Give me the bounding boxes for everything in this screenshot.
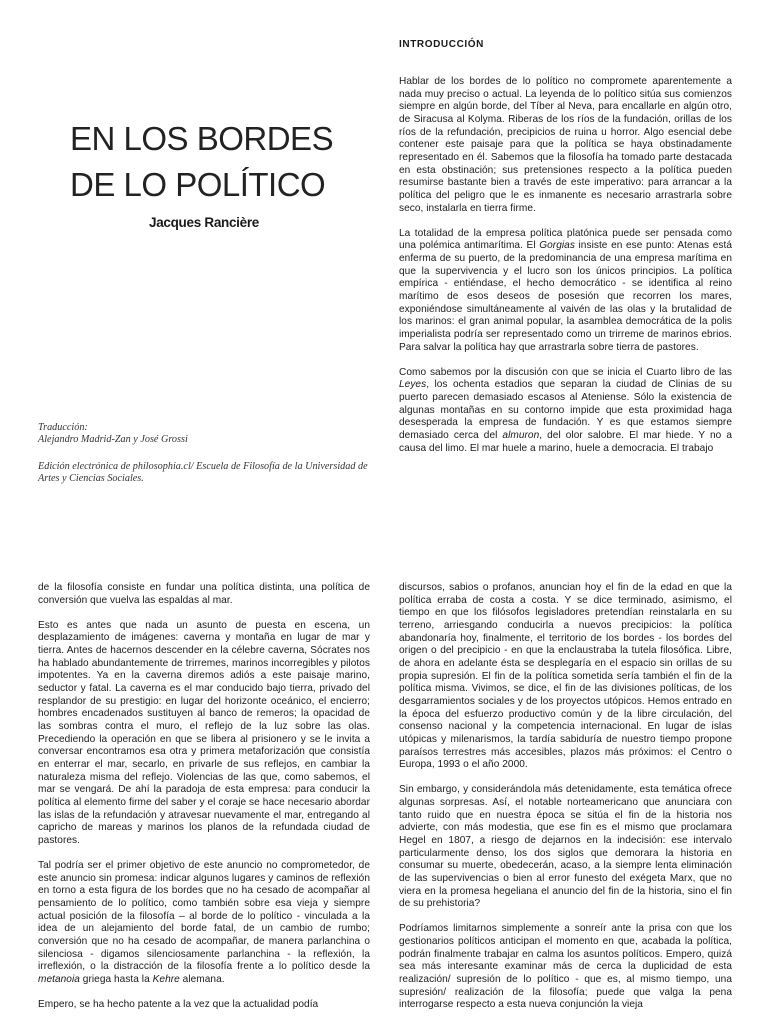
section-heading: INTRODUCCIÓN <box>399 39 484 50</box>
paragraph: Hablar de los bordes de lo político no compromete aparentemente a nada muy preciso o actual. La leyenda de lo político sitúa sus comienzos siempre en algún borde, del Tíber al Neva, para encallarle en algún otro, de Siracusa al Kolyma. Riberas de los ríos de la fundación, orillas de los ríos de la refundación, precipicios de ruina u horror. Algo esencial debe contener este paisaje para que la política se haya obstinadamente representado en él. Sabemos que la filosofía ha tomado parte destacada en esta obstinación; sus pretensiones respecto a la política pueden resumirse bastante bien a través de este imperativo: para arrancar a la política del peligro que le es inmanente es necesario arrastrarla sobre seco, instalarla en tierra firme. <box>399 76 732 214</box>
title-line-1: EN LOS BORDES <box>70 120 334 157</box>
left-column <box>38 582 370 1012</box>
paragraph: Esto es antes que nada un asunto de puesta en escena, un desplazamiento de imágenes: caverna y montaña en lugar de mar y tierra. Antes de hacernos descender en la célebre caverna, Sócrates nos ha hablado abundantemente de trirremes, marinos incorregibles y pilotos impotentes. Ya en la caverna diremos adiós a este paisaje marino, seductor y fatal. La caverna es el mar conducido bajo tierra, privado del resplandor de su prestigio: en lugar del horizonte oceánico, el encierro; hombres encadenados sustituyen al banco de remeros; la opacidad de las sombras contra el muro, el reflejo de la luz sobre las olas. Precediendo la operación en que se libera al prisionero y se le invita a conversar encontramos esa otra y primera metaforización que consistía en enterrar el mar, secarlo, en privarle de sus reflejos, en cambiar la naturaleza misma del reflejo. Violencias de las que, como sabemos, el mar se vengará. De ahí la paradoja de esta empresa: para conducir la política al elemento firme del saber y el coraje se hace necesario abordar las islas de la refundación y atravesar nuevamente el mar, entregando al capricho de mareas y marinos los planos de la refundada ciudad de pastores. <box>38 619 370 846</box>
translation-credits <box>38 422 374 446</box>
paragraph: Tal podría ser el primer objetivo de este anuncio no comprometedor, de este anuncio sin promesa: indicar algunos lugares y caminos de reflexión en torno a esta figura de los bordes que no ha cesado de acompañar al pensamiento de lo político, como también sobre esa vieja y siempre actual posición de la filosofía – al borde de lo político - vinculada a la idea de un alejamiento del borde fatal, de un cambio de rumbo; conversión que no ha cesado de acompañar, de manera parlanchina o silenciosa - digamos silenciosamente parlanchina - la reflexión, la irreflexión, o la distracción de la filosofía frente a lo político desde la metanoia griega hasta la Kehre alemana. <box>38 860 370 986</box>
book-title <box>70 116 370 208</box>
title-line-2: DE LO POLÍTICO <box>70 166 326 203</box>
author-name: Jacques Rancière <box>148 215 260 230</box>
paragraph: Sin embargo, y considerándola más detenidamente, esta temática ofrece algunas sorpresas. Así, el notable norteamericano que anunciara con tanto ruido que en nuestra época se sitúa el fin de la historia nos advierte, con más modestia, que ese fin es el mismo que proclamara Hegel en 1807, a riesgo de dejarnos en la indecisión: ese intervalo particularmente denso, los dos siglos que demorara la historia en consumar su muerte, obedecerán, acaso, a la siempre lenta eliminación de las supervivencias o bien al error funesto del exégeta Marx, que no viera en la promesa hegeliana el anuncio del fin de la historia, sino el fin de su prehistoria? <box>399 784 732 910</box>
translators: Alejandro Madrid-Zan y José Grossi <box>38 434 188 446</box>
paragraph: Empero, se ha hecho patente a la vez que la actualidad podía <box>38 999 319 1011</box>
paragraph: Como sabemos por la discusión con que se inicia el Cuarto libro de las Leyes, los ochenta estadios que separan la ciudad de Clinias de su puerto parecen demasiado escasos al Ateniense. Sólo la existencia de algunas montañas en su contorno impide que esta proximidad haga desesperada la empresa de fundación. Y es que estamos siempre demasiado cerca del almuron, del olor salobre. El mar hiede. Y no a causa del limo. El mar huele a marino, huele a democracia. El trabajo <box>399 366 732 454</box>
paragraph: La totalidad de la empresa política platónica puede ser pensada como una polémica antimarítima. El Gorgias insiste en ese punto: Atenas está enferma de su puerto, de la predominancia de una empresa marítima en que la supervivencia y el lucro son los únicos principios. La política empírica - entiéndase, el hecho democrático - se identifica al reino marítimo de esos deseos de posesión que recorren los mares, exponiéndose simultáneamente al vaivén de las olas y la brutalidad de los marinos: el gran animal popular, la asamblea democrática de la polis imperialista podría ser representado como un trirreme de marinos ebrios. Para salvar la política hay que arrastrarla sobre tierra de pastores. <box>399 227 732 353</box>
paragraph: discursos, sabios o profanos, anuncian hoy el fin de la edad en que la política erraba de costa a costa. Y se dice terminado, asimismo, el tiempo en que los filósofos legisladores pretendían reinstalarla en su terreno, arriesgando conducirla a nuevos precipicios: la política abandonaría hoy, finalmente, el territorio de los bordes - los bordes del origen o del precipicio - en que la enclaustraba la tutela filosófica. Libre, de ahora en adelante ésta se desplegaría en el espacio sin orillas de su propia supresión. El fin de la política sometida sería también el fin de la política misma. Vivimos, se dice, el fin de las divisiones políticas, de los desgarramientos sociales y de los proyectos utópicos. Hemos entrado en la época del esfuerzo productivo común y de la libre circulación, del consenso nacional y la competencia internacional. En lugar de islas utópicas y milenarismos, la tardía sabiduría de nuestro tiempo propone paraísos terrestres más accesibles, plazos más próximos: el Centro o Europa, 1993 o el año 2000. <box>399 582 732 771</box>
edition-note: Edición electrónica de philosophia.cl/ Escuela de Filosofía de la Universidad de Artes y Ciencias Sociales. <box>38 461 368 485</box>
paragraph: Podríamos limitarnos simplemente a sonreír ante la prisa con que los gestionarios políticos anticipan el momento en que, acabada la política, podrán finalmente trabajar en calma los asuntos políticos. Empero, quizá sea más interesante examinar más de cerca la duplicidad de esta realización/ supresión de lo político - que es, al mismo tiempo, una supresión/ realización de la filosofía; puede que valga la pena interrogarse respecto a esta nueva conjunción la vieja <box>399 923 732 1011</box>
paragraph: de la filosofía consiste en fundar una política distinta, una política de conversión que vuelva las espaldas al mar. <box>38 582 370 606</box>
intro-column <box>399 76 732 455</box>
right-column <box>399 582 732 1012</box>
translation-label: Traducción: <box>38 422 88 433</box>
